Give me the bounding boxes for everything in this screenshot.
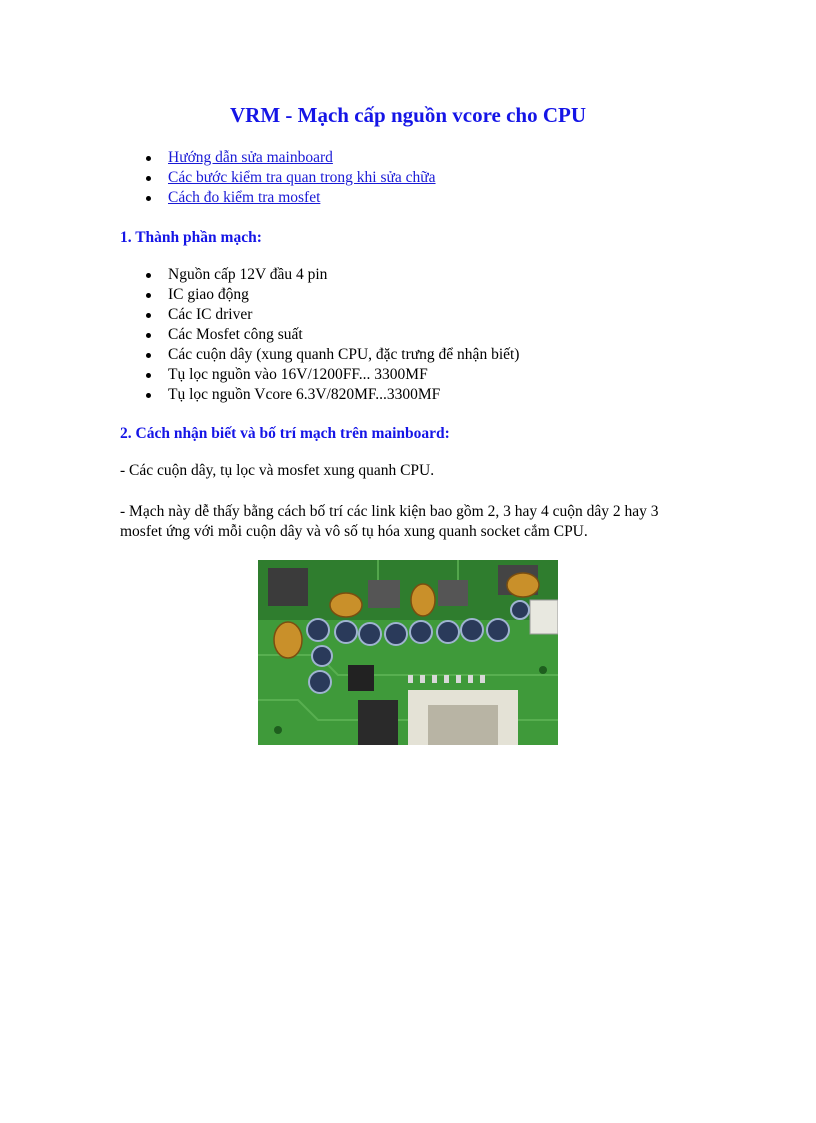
paragraph-layout-description: - Mạch này dễ thấy bằng cách bố trí các link kiện bao gồm 2, 3 hay 4 cuộn dây 2 hay 3 mosfet ứng với mỗi cuộn dây và vô số tụ hóa xung quanh socket cắm CPU. — [120, 503, 659, 540]
section-heading-identification: 2. Cách nhận biết và bố trí mạch trên mainboard: — [120, 425, 450, 442]
list-item — [168, 168, 436, 188]
list-item: Tụ lọc nguồn vào 16V/1200FF... 3300MF — [168, 365, 519, 385]
list-item: Nguồn cấp 12V đầu 4 pin — [168, 265, 519, 285]
link-important-check-steps[interactable]: Các bước kiểm tra quan trong khi sửa chữa — [168, 169, 436, 186]
list-item: Các cuộn dây (xung quanh CPU, đặc trưng để nhận biết) — [168, 346, 520, 363]
link-mosfet-testing[interactable]: Cách đo kiểm tra mosfet — [168, 189, 321, 206]
list-item: Các IC driver — [168, 305, 519, 325]
list-item — [168, 148, 436, 168]
list-item: IC giao động — [168, 285, 519, 305]
list-item — [168, 188, 436, 208]
paragraph-overview: - Các cuộn dây, tụ lọc và mosfet xung quanh CPU. — [120, 462, 435, 479]
vrm-circuit-photo — [258, 560, 558, 745]
section-heading-components: 1. Thành phần mạch: — [120, 229, 262, 246]
list-item: Tụ lọc nguồn Vcore 6.3V/820MF...3300MF — [168, 385, 519, 405]
list-item: Các Mosfet công suất — [168, 325, 519, 345]
component-list — [168, 265, 519, 405]
related-links-list — [168, 148, 436, 208]
link-mainboard-repair-guide[interactable]: Hướng dẫn sửa mainboard — [168, 149, 333, 166]
page-title: VRM - Mạch cấp nguồn vcore cho CPU — [230, 103, 586, 127]
